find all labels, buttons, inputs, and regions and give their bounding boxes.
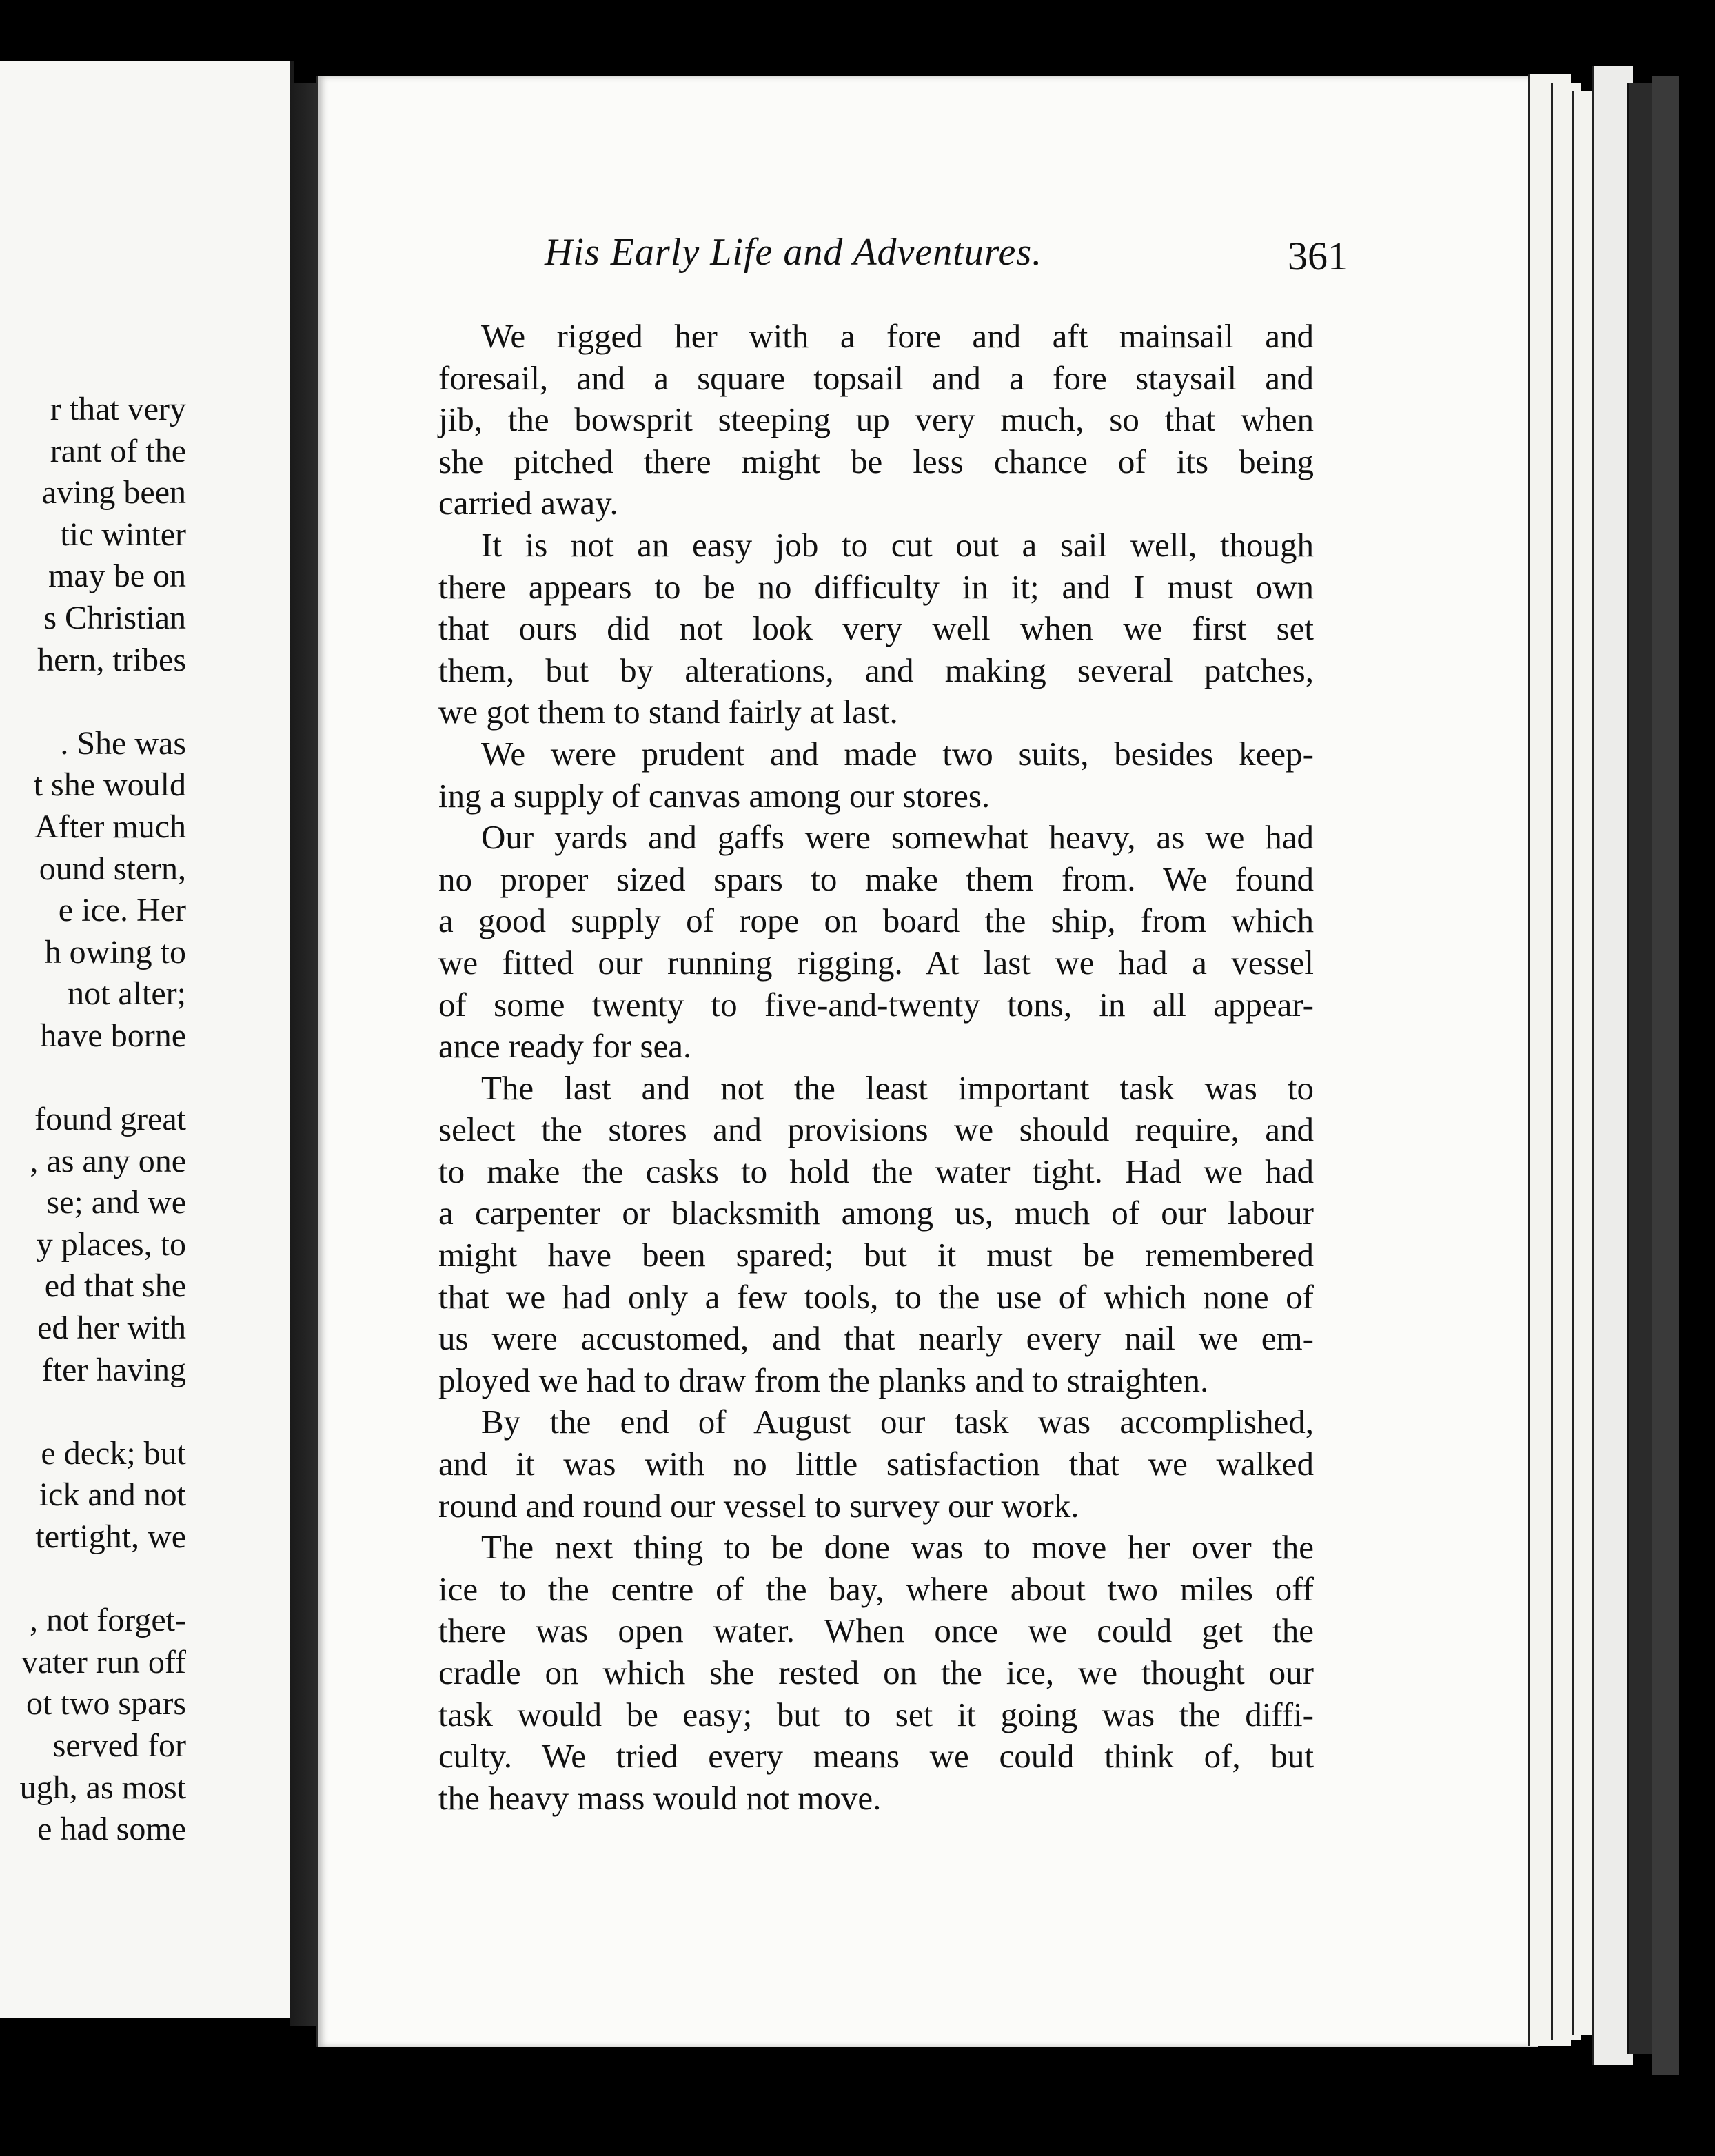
text-line: ing a supply of canvas among our stores. (438, 776, 991, 815)
text-line: By the end of August our task was accomplished, (481, 1403, 1314, 1441)
text-line: cradle on which she rested on the ice, we thought our (438, 1654, 1314, 1691)
left-text-line: not alter; (68, 975, 186, 1013)
text-line: We rigged her with a fore and aft mainsail and (481, 317, 1314, 355)
text-line: she pitched there might be less chance of its being (438, 442, 1314, 480)
text-line: We were prudent and made two suits, besides keep- (481, 734, 1314, 773)
left-text-line: e deck; but (41, 1434, 186, 1472)
left-text-line: ound stern, (39, 850, 186, 887)
left-text-line: , not forget- (29, 1602, 186, 1639)
book-cover-edge (1627, 83, 1655, 2054)
left-text-line: vater run off (21, 1643, 186, 1680)
left-text-line: ot two spars (26, 1685, 186, 1722)
text-line: we got them to stand fairly at last. (438, 693, 898, 731)
text-line: there was open water. When once we could get the (438, 1611, 1314, 1650)
left-text-line: aving been (41, 474, 186, 511)
left-text-line: ed that she (44, 1268, 186, 1305)
left-text-line: h owing to (44, 933, 186, 970)
left-page (0, 61, 294, 2018)
left-text-line: t she would (33, 766, 186, 804)
running-head: His Early Life and Adventures. (545, 231, 1043, 274)
book-gutter (290, 83, 317, 2026)
text-line: carried away. (438, 484, 618, 522)
text-line: might have been spared; but it must be remembered (438, 1236, 1314, 1274)
left-text-line: y places, to (36, 1226, 186, 1263)
text-line: It is not an easy job to cut out a sail well, though (481, 525, 1314, 564)
left-text-line: s Christian (43, 599, 186, 636)
text-line: the heavy mass would not move. (438, 1778, 882, 1817)
text-line: ance ready for sea. (438, 1027, 692, 1066)
text-line: task would be easy; but to set it going was the diffi- (438, 1695, 1314, 1733)
left-text-line: ed her with (37, 1310, 186, 1347)
text-line: them, but by alterations, and making several patches, (438, 651, 1314, 689)
left-text-line: After much (34, 808, 186, 845)
text-line: ice to the centre of the bay, where about two miles off (438, 1569, 1314, 1608)
text-line: of some twenty to five-and-twenty tons, in all appear- (438, 985, 1314, 1024)
text-line: us were accustomed, and that nearly every nail we em- (438, 1319, 1314, 1358)
left-text-line: served for (52, 1727, 186, 1764)
left-text-line (0, 681, 186, 723)
left-text-line: rant of the (50, 432, 186, 469)
left-text-line: hern, tribes (37, 641, 186, 678)
body-text (438, 316, 1314, 1819)
text-line: The last and not the least important task was to (481, 1068, 1314, 1107)
left-text-line: , as any one (30, 1142, 186, 1179)
left-page-text (0, 389, 186, 1851)
left-text-line: tic winter (60, 516, 186, 553)
text-line: to make the casks to hold the water tight. Had we had (438, 1152, 1314, 1190)
text-line: foresail, and a square topsail and a fore staysail and (438, 358, 1314, 397)
left-text-line: e ice. Her (58, 892, 186, 929)
left-text-line: may be on (48, 558, 186, 595)
text-line: jib, the bowsprit steeping up very much, so that when (438, 400, 1314, 439)
left-text-line: have borne (40, 1017, 186, 1054)
text-line: and it was with no little satisfaction that we walked (438, 1445, 1314, 1483)
left-text-line: ick and not (39, 1476, 186, 1514)
left-text-line: ugh, as most (19, 1769, 186, 1806)
left-text-line: found great (34, 1101, 186, 1138)
left-text-line (0, 1057, 186, 1099)
text-line: Our yards and gaffs were somewhat heavy, as we had (481, 818, 1314, 857)
text-line: there appears to be no difficulty in it; and I must own (438, 567, 1314, 606)
left-text-line: . She was (60, 724, 186, 762)
text-line: round and round our vessel to survey our work. (438, 1486, 1079, 1525)
text-line: no proper sized spars to make them from. We found (438, 860, 1314, 898)
text-line: a good supply of rope on board the ship, from which (438, 902, 1314, 940)
left-text-line: se; and we (46, 1184, 186, 1221)
text-line: that ours did not look very well when we first set (438, 609, 1314, 648)
text-line: ployed we had to draw from the planks and to straighten. (438, 1361, 1209, 1399)
page-number: 361 (1288, 234, 1348, 278)
text-line: culty. We tried every means we could think of, but (438, 1737, 1314, 1776)
text-line: a carpenter or blacksmith among us, much of our labour (438, 1194, 1314, 1232)
left-text-line: r that very (50, 391, 186, 427)
text-line: that we had only a few tools, to the use of which none of (438, 1277, 1314, 1316)
text-line: select the stores and provisions we should require, and (438, 1110, 1314, 1149)
left-text-line (0, 1391, 186, 1433)
text-line: The next thing to be done was to move her over the (481, 1528, 1314, 1567)
book-board (1652, 76, 1679, 2075)
left-text-line: tertight, we (35, 1518, 186, 1556)
text-line: we fitted our running rigging. At last we had a vessel (438, 943, 1314, 982)
left-text-line: fter having (41, 1351, 186, 1388)
left-text-line (0, 1558, 186, 1600)
left-text-line: e had some (37, 1811, 186, 1848)
